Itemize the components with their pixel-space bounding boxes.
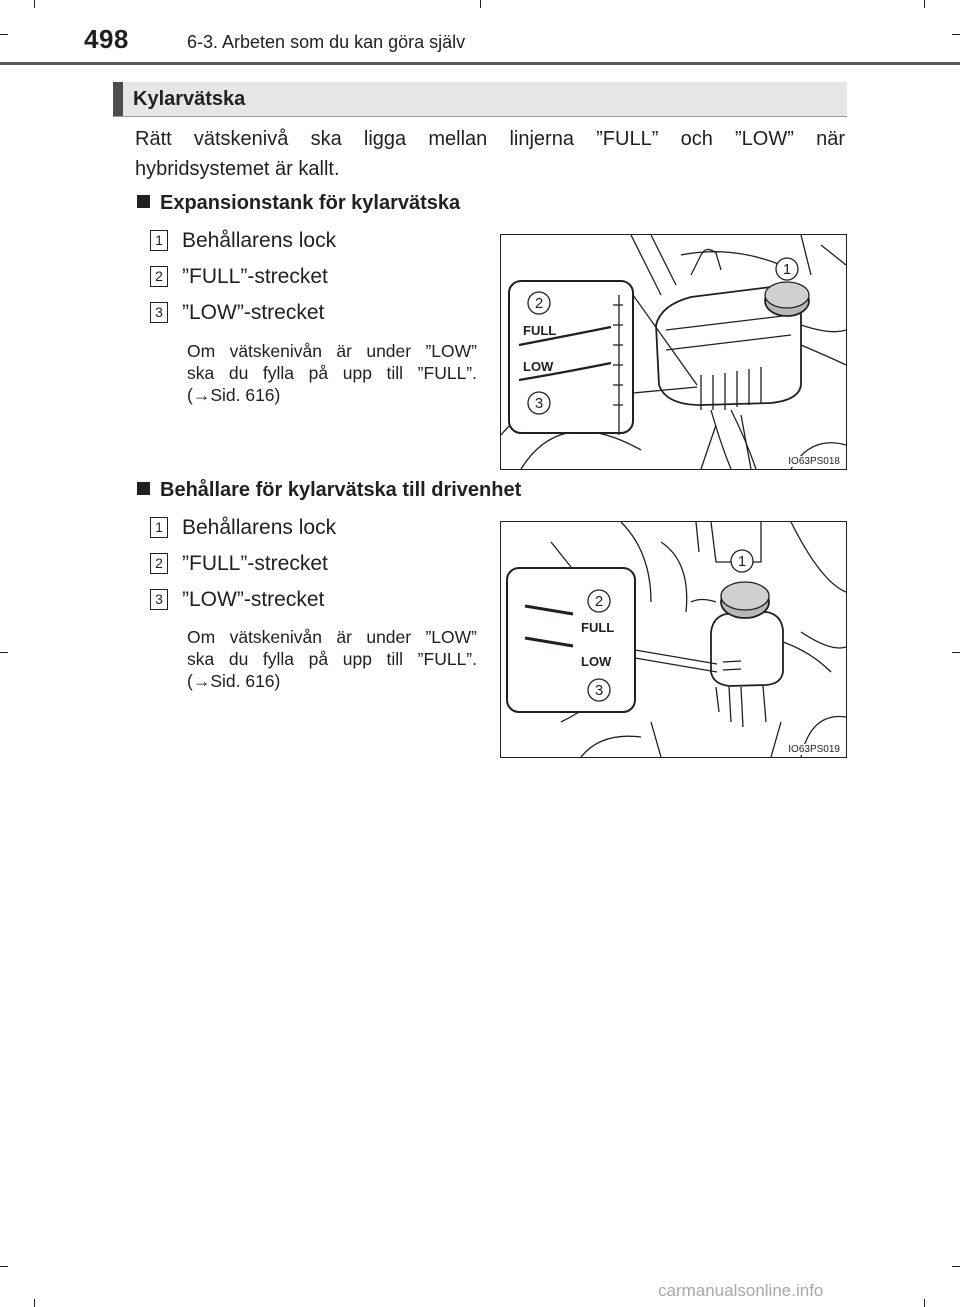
crop-mark <box>952 652 960 653</box>
list-item <box>150 265 328 289</box>
drive-unit-reservoir-illustration <box>501 522 846 757</box>
crop-mark <box>924 1299 925 1307</box>
figure-code: IO63PS018 <box>788 456 840 467</box>
list-item-label: Behållarens lock <box>182 516 337 539</box>
crop-mark <box>34 1299 35 1307</box>
note-line: ska du fylla på upp till ”FULL”. <box>187 649 477 669</box>
watermark[interactable]: carmanualsonline.info <box>658 1281 824 1300</box>
list-item-label: ”LOW”-strecket <box>182 588 325 611</box>
figure-code: IO63PS019 <box>788 744 840 755</box>
crop-mark <box>480 0 481 8</box>
list-item-label: ”FULL”-strecket <box>182 552 328 575</box>
list-item-label: ”LOW”-strecket <box>182 301 325 324</box>
intro-line: Rätt vätskenivå ska ligga mellan linjerna ”FULL” och ”LOW” när <box>135 128 845 150</box>
page-reference-link[interactable]: (→Sid. 616) <box>187 671 281 691</box>
number-badge: 1 <box>150 517 168 538</box>
section-title: Kylarvätska <box>133 88 246 110</box>
crop-mark <box>952 1266 960 1267</box>
low-mark-label: LOW <box>523 359 554 374</box>
list-item <box>150 229 336 253</box>
list-item-label: Behållarens lock <box>182 229 337 252</box>
page-number: 498 <box>84 24 129 54</box>
low-mark-label: LOW <box>581 654 612 669</box>
note-line: ska du fylla på upp till ”FULL”. <box>187 363 477 383</box>
number-badge: 2 <box>150 266 168 287</box>
figure-expansion-tank <box>500 234 847 470</box>
expansion-tank-illustration <box>501 235 846 469</box>
square-bullet-icon <box>137 195 150 208</box>
callout-3: 3 <box>534 395 544 412</box>
number-badge: 3 <box>150 302 168 323</box>
full-mark-label: FULL <box>581 620 615 635</box>
list-item <box>150 588 324 612</box>
note-text <box>187 626 477 692</box>
callout-1: 1 <box>737 553 747 570</box>
number-badge: 1 <box>150 230 168 251</box>
subheading-text: Behållare för kylarvätska till drivenhet <box>160 479 522 501</box>
crop-mark <box>0 1266 8 1267</box>
header-rule <box>0 62 960 65</box>
number-badge: 3 <box>150 589 168 610</box>
intro-paragraph <box>135 124 845 184</box>
chapter-title: 6-3. Arbeten som du kan göra själv <box>187 32 466 52</box>
note-line: Om vätskenivån är under ”LOW” <box>187 627 477 647</box>
subheading-text: Expansionstank för kylarvätska <box>160 192 461 214</box>
list-item <box>150 516 336 540</box>
subheading-expansion-tank <box>137 192 460 215</box>
figure-drive-unit-reservoir <box>500 521 847 758</box>
number-badge: 2 <box>150 553 168 574</box>
callout-1: 1 <box>782 261 792 278</box>
page-reference-link[interactable]: (→Sid. 616) <box>187 385 281 405</box>
callout-2: 2 <box>594 593 604 610</box>
section-title-bar <box>113 82 847 117</box>
full-mark-label: FULL <box>523 323 557 338</box>
square-bullet-icon <box>137 482 150 495</box>
note-line: Om vätskenivån är under ”LOW” <box>187 341 477 361</box>
list-item <box>150 301 324 325</box>
list-item-label: ”FULL”-strecket <box>182 265 328 288</box>
callout-3: 3 <box>594 682 604 699</box>
intro-line: hybridsystemet är kallt. <box>135 158 340 180</box>
note-text <box>187 340 477 406</box>
crop-mark <box>0 34 8 35</box>
crop-mark <box>34 0 35 8</box>
subheading-drive-unit-reservoir <box>137 479 521 502</box>
list-item <box>150 552 328 576</box>
section-accent <box>113 82 123 116</box>
crop-mark <box>924 0 925 8</box>
crop-mark <box>952 34 960 35</box>
callout-2: 2 <box>534 295 544 312</box>
crop-mark <box>0 652 8 653</box>
